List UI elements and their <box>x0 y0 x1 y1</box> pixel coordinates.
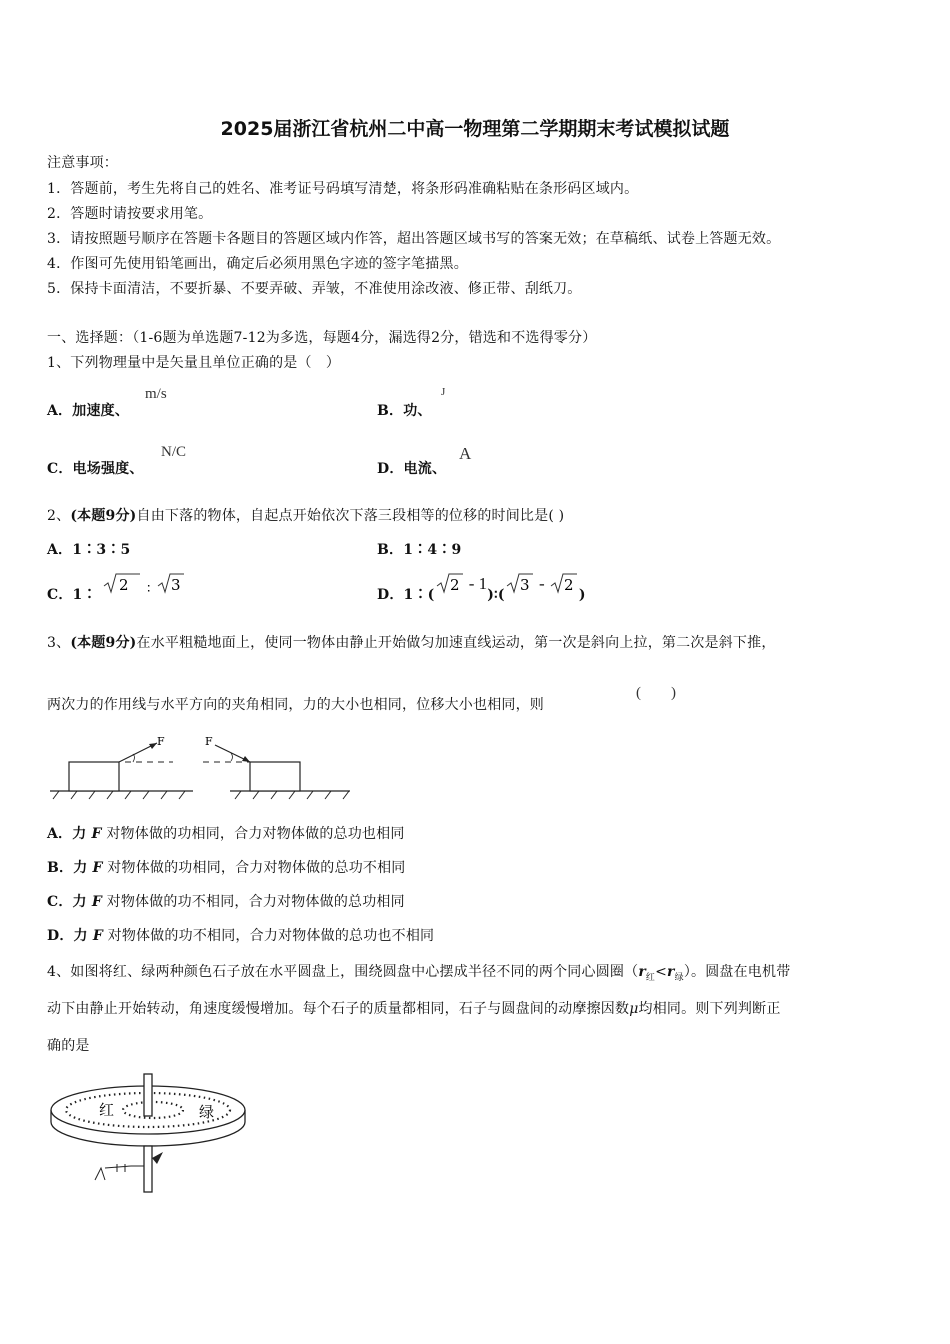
option-label: C．力 <box>47 894 92 910</box>
question-stem: 1、下列物理量中是矢量且单位正确的是（ ） <box>47 355 341 371</box>
option-d <box>377 572 586 603</box>
sqrt-symbol <box>156 572 186 594</box>
option-label: D．力 <box>47 928 93 944</box>
label-red: 红 <box>99 1101 115 1119</box>
option-d <box>377 458 446 478</box>
close-paren: ) <box>578 587 586 603</box>
symbol-r: r <box>667 964 675 980</box>
option-label: C．电场强度、 <box>47 461 144 477</box>
pull-scenario <box>50 735 193 799</box>
radicand: 2 <box>118 576 129 594</box>
less-than: < <box>655 964 668 980</box>
question-number: 3、 <box>47 635 71 651</box>
symbol-mu: μ <box>629 1001 639 1017</box>
symbol-f: F <box>91 826 102 842</box>
stem-text: 动下由静止开始转动，角速度缓慢增加。每个石子的质量都相同，石子与圆盘间的动摩擦因数 <box>47 1001 630 1017</box>
unit-formula: m/s <box>145 386 167 402</box>
option-label: B．功、 <box>377 403 432 419</box>
option-label: D．电流、 <box>377 461 447 477</box>
option-b <box>377 400 432 420</box>
sqrt-symbol <box>435 572 465 594</box>
force-label: F <box>157 735 165 748</box>
option-label: C．1∶ <box>47 587 97 603</box>
force-diagram <box>45 733 355 803</box>
sqrt-symbol <box>549 572 579 594</box>
sqrt-symbol <box>505 572 535 594</box>
page-title: 2025届浙江省杭州二中高一物理第二学期期末考试模拟试题 <box>220 118 730 140</box>
notice-item: 1．答题前，考生先将自己的姓名、准考证号码填写清楚，将条形码准确粘贴在条形码区域内。 <box>47 181 639 197</box>
unit-formula: J <box>441 386 446 398</box>
stem-text: 4、如图将红、绿两种颜色石子放在水平圆盘上，围绕圆盘中心摆成半径不同的两个同心圆圈（ <box>47 964 639 980</box>
separator: ∶ <box>146 581 151 597</box>
option-text: 对物体做的功相同，合力对物体做的总功不相同 <box>102 860 406 876</box>
option-b: B．1∶4∶9 <box>377 542 462 558</box>
stem-text: 在水平粗糙地面上，使同一物体由静止开始做匀加速直线运动，第一次是斜向上拉，第二次是斜下推， <box>136 635 776 651</box>
symbol-f: F <box>92 860 103 876</box>
radicand: 2 <box>449 576 460 594</box>
answer-paren: ( ) <box>636 685 676 701</box>
option-a <box>47 823 405 843</box>
question-stem <box>47 632 776 652</box>
option-label: D．1∶( <box>377 587 435 603</box>
option-label: B．力 <box>47 860 93 876</box>
stem-text: 自由下落的物体，自起点开始依次下落三段相等的位移的时间比是( ) <box>136 508 565 524</box>
stem-line-2: 两次力的作用线与水平方向的夹角相同，力的大小也相同，位移大小也相同，则 <box>47 697 544 713</box>
option-b <box>47 857 406 877</box>
option-label: A．力 <box>47 826 92 842</box>
label-green: 绿 <box>199 1103 215 1121</box>
unit-formula: A <box>459 444 472 463</box>
separator: )∶( <box>487 587 505 603</box>
option-text: 对物体做的功不相同，合力对物体做的总功也不相同 <box>102 928 435 944</box>
symbol-f: F <box>91 894 102 910</box>
notice-header: 注意事项： <box>47 155 118 171</box>
radicand: 2 <box>563 576 574 594</box>
question-stem <box>47 961 790 983</box>
radicand: 3 <box>170 576 181 594</box>
option-a <box>47 400 129 420</box>
stem-text: ）。圆盘在电机带 <box>683 964 791 980</box>
option-label: A．加速度、 <box>47 403 130 419</box>
notice-item: 4．作图可先使用铅笔画出，确定后必须用黑色字迹的签字笔描黑。 <box>47 256 468 272</box>
option-text: 对物体做的功相同，合力对物体做的总功也相同 <box>101 826 405 842</box>
unit-formula: N/C <box>161 444 187 460</box>
notice-item: 3．请按照题号顺序在答题卡各题目的答题区域内作答，超出答题区域书写的答案无效；在草稿纸、试卷上答题无效。 <box>47 231 781 247</box>
symbol-r: r <box>638 964 646 980</box>
option-c <box>47 572 186 603</box>
notice-item: 2．答题时请按要求用笔。 <box>47 206 213 222</box>
score-tag: (本题9分) <box>70 508 137 524</box>
option-c <box>47 458 144 478</box>
stem-text: 均相同。则下列判断正 <box>638 1001 781 1017</box>
minus-term: - 1 <box>464 574 488 593</box>
option-text: 对物体做的功不相同，合力对物体做的总功相同 <box>101 894 405 910</box>
symbol-f: F <box>92 928 103 944</box>
option-d <box>47 925 434 945</box>
subscript: 红 <box>645 972 656 983</box>
question-number: 2、 <box>47 508 71 524</box>
minus-term: - <box>534 574 549 593</box>
option-c <box>47 891 405 911</box>
subscript: 绿 <box>674 972 684 983</box>
question-stem <box>47 505 564 525</box>
option-a: A．1∶3∶5 <box>47 542 131 558</box>
radicand: 3 <box>519 576 530 594</box>
stem-line-3: 确的是 <box>47 1038 90 1054</box>
turntable-diagram <box>45 1068 255 1198</box>
sqrt-symbol <box>102 572 142 594</box>
score-tag: (本题9分) <box>70 635 137 651</box>
push-scenario <box>203 735 350 799</box>
notice-item: 5．保持卡面清洁，不要折暴、不要弄破、弄皱，不准使用涂改液、修正带、刮纸刀。 <box>47 281 582 297</box>
force-label: F <box>205 735 213 748</box>
section-heading: 一、选择题：（1-6题为单选题7-12为多选，每题4分，漏选得2分，错选和不选得零分） <box>47 330 597 346</box>
stem-line-2 <box>47 998 781 1018</box>
